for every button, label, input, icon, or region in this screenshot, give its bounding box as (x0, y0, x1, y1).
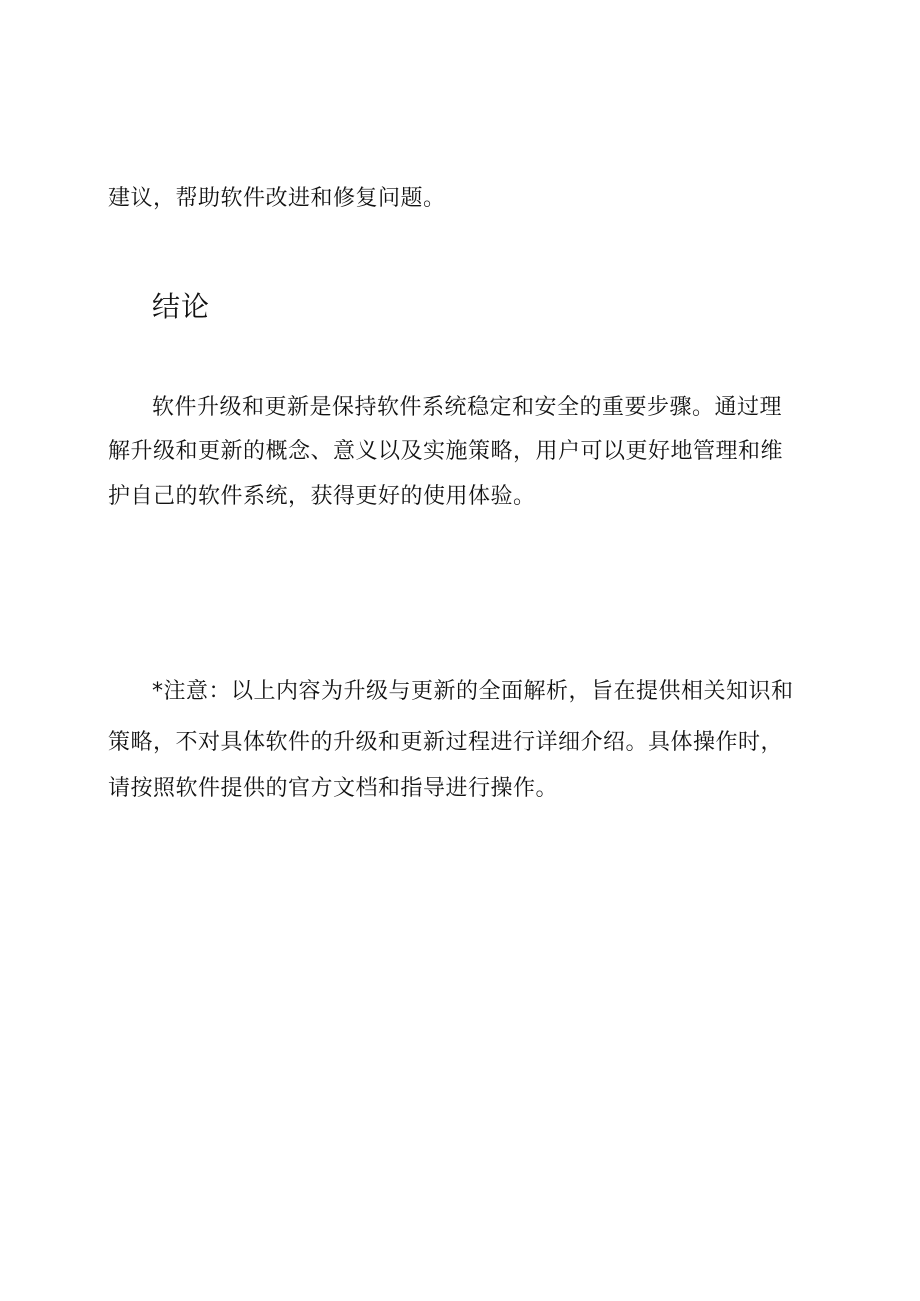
note-line-1: *注意：以上内容为升级与更新的全面解析，旨在提供相关知识和 (152, 679, 794, 704)
note-line-3: 请按照软件提供的官方文档和指导进行操作。 (108, 776, 559, 801)
conclusion-line-3: 护自己的软件系统，获得更好的使用体验。 (108, 484, 536, 509)
note-line-2: 策略，不对具体软件的升级和更新过程进行详细介绍。具体操作时， (108, 730, 784, 755)
paragraph-continuation-line: 建议，帮助软件改进和修复问题。 (108, 186, 446, 211)
conclusion-line-1: 软件升级和更新是保持软件系统稳定和安全的重要步骤。通过理 (152, 395, 783, 420)
conclusion-line-2: 解升级和更新的概念、意义以及实施策略，用户可以更好地管理和维 (108, 439, 784, 464)
section-heading: 结论 (152, 290, 211, 323)
